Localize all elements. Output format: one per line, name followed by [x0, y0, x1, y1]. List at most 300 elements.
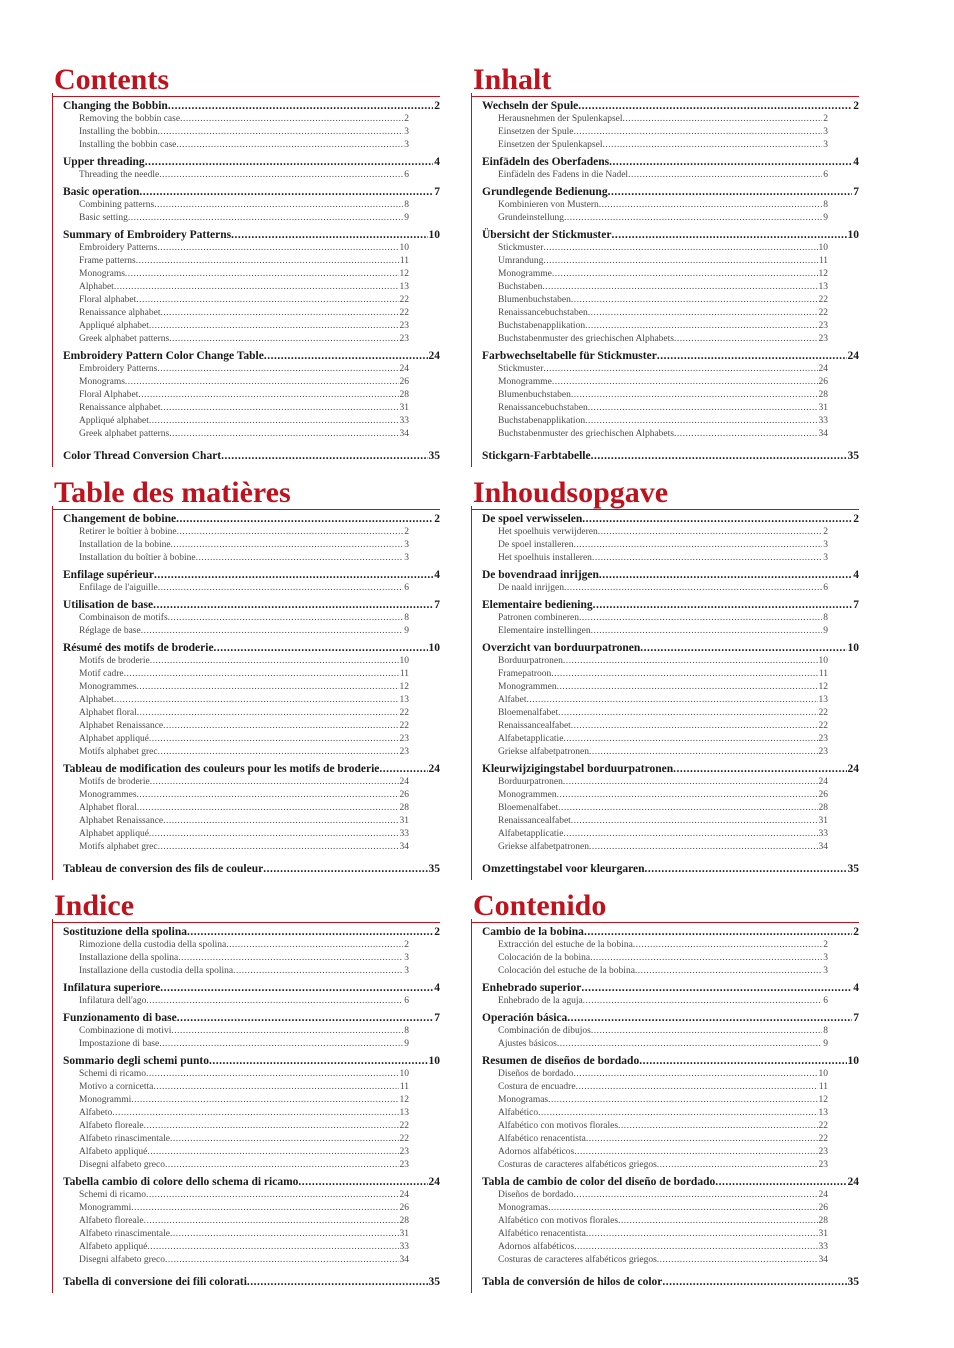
- dot-leader: [548, 1202, 817, 1215]
- section-heading-text: Embroidery Pattern Color Change Table: [63, 350, 264, 362]
- page-number: 22: [399, 1121, 409, 1131]
- toc-entries: [52, 919, 440, 1293]
- dot-leader: [139, 185, 433, 199]
- sub-entry-text: Alphabet appliqué: [79, 829, 149, 839]
- page-number: 4: [434, 982, 440, 994]
- dot-leader: [589, 841, 818, 854]
- sub-entry: [482, 625, 828, 638]
- sub-entry-text: Alfabeto appliqué: [79, 1242, 148, 1252]
- sub-entry: [63, 139, 409, 152]
- page-number: 23: [818, 334, 828, 344]
- page-number: 33: [399, 1242, 409, 1252]
- dot-leader: [136, 255, 399, 268]
- sub-entry: [482, 802, 828, 815]
- dot-leader: [145, 155, 434, 169]
- sub-entry: [63, 268, 409, 281]
- page-number: 7: [853, 599, 859, 611]
- sub-entry-text: Renaissancebuchstaben: [498, 403, 588, 413]
- sub-entry-text: Floral alphabet: [79, 295, 137, 305]
- sub-entry: [63, 841, 409, 854]
- section-heading-text: Infilatura superiore: [63, 982, 161, 994]
- page-number: 4: [853, 982, 859, 994]
- toc-section: [482, 981, 859, 1008]
- sub-entry: [63, 333, 409, 346]
- dot-leader: [586, 1228, 818, 1241]
- sub-entry: [482, 733, 828, 746]
- page-number: 26: [399, 790, 409, 800]
- dot-leader: [551, 668, 818, 681]
- sub-entry-text: Motifs alphabet grec: [79, 842, 158, 852]
- page-number: 35: [428, 450, 440, 462]
- sub-entry: [63, 242, 409, 255]
- dot-leader: [563, 733, 817, 746]
- dot-leader: [144, 1120, 399, 1133]
- dot-leader: [149, 828, 399, 841]
- toc-section: [63, 598, 440, 638]
- page-number: 3: [404, 966, 409, 976]
- sub-entry-text: Colocación de la bobina: [498, 953, 591, 963]
- sub-entry-text: Het spoelhuis verwijderen: [498, 527, 598, 537]
- dot-leader: [564, 212, 822, 225]
- page-number: 3: [404, 953, 409, 963]
- page-number: 28: [399, 390, 409, 400]
- page-number: 34: [399, 842, 409, 852]
- toc-block-german: [471, 64, 859, 467]
- sub-entry-text: Embroidery Patterns: [79, 364, 158, 374]
- page-number: 12: [818, 1095, 828, 1105]
- sub-entry: [482, 268, 828, 281]
- dot-leader: [591, 449, 847, 463]
- sub-entry: [482, 707, 828, 720]
- sub-entry: [63, 707, 409, 720]
- sub-entry-text: Motivo a cornicetta: [79, 1082, 154, 1092]
- dot-leader: [574, 1241, 817, 1254]
- sub-entry-text: Monogrammes: [79, 682, 137, 692]
- section-heading: [482, 762, 859, 776]
- dot-leader: [131, 1094, 398, 1107]
- sub-entry: [482, 1081, 828, 1094]
- sub-entry: [63, 965, 409, 978]
- section-heading: [63, 512, 440, 526]
- dot-leader: [542, 281, 817, 294]
- sub-entry-text: Alfabeto: [79, 1108, 113, 1118]
- dot-leader: [591, 625, 823, 638]
- sub-entry: [482, 1189, 828, 1202]
- sub-entry-text: Monogramme: [498, 269, 552, 279]
- toc-section: [482, 925, 859, 978]
- section-heading-text: Color Thread Conversion Chart: [63, 450, 222, 462]
- page-number: 23: [818, 747, 828, 757]
- sub-entry: [63, 1159, 409, 1172]
- page-number: 2: [823, 527, 828, 537]
- section-heading-text: Kleurwijzigingstabel borduurpatronen: [482, 763, 674, 775]
- page-number: 8: [404, 613, 409, 623]
- sub-entry-text: Grundeinstellung: [498, 213, 564, 223]
- page-number: 23: [399, 734, 409, 744]
- section-heading: [482, 568, 859, 582]
- page-number: 31: [399, 403, 409, 413]
- page-number: 23: [399, 1160, 409, 1170]
- sub-entry-text: Buchstabenapplikation: [498, 416, 586, 426]
- sub-entry: [63, 1228, 409, 1241]
- sub-entry: [482, 1094, 828, 1107]
- sub-entry: [482, 746, 828, 759]
- sub-entry-text: Installing the bobbin: [79, 127, 158, 137]
- page-number: 13: [818, 282, 828, 292]
- dot-leader: [574, 1146, 817, 1159]
- dot-leader: [379, 762, 427, 776]
- sub-entry-text: Alfabético renacentista: [498, 1229, 586, 1239]
- sub-entry-text: Borduurpatronen: [498, 656, 563, 666]
- sub-entry: [63, 552, 409, 565]
- sub-entry: [482, 402, 828, 415]
- sub-entry-text: Blumenbuchstaben: [498, 295, 571, 305]
- section-heading: [482, 598, 859, 612]
- page-number: 23: [818, 1160, 828, 1170]
- sub-entry: [63, 376, 409, 389]
- section-heading: [63, 568, 440, 582]
- dot-leader: [170, 1228, 398, 1241]
- page-number: 26: [399, 377, 409, 387]
- sub-entry-text: Einsetzen der Spule: [498, 127, 574, 137]
- toc-section: [482, 762, 859, 854]
- page-number: 33: [818, 1242, 828, 1252]
- dot-leader: [160, 981, 433, 995]
- toc-entries: [471, 506, 859, 880]
- dot-leader: [623, 113, 823, 126]
- page-number: 10: [818, 243, 828, 253]
- page-number: 23: [818, 321, 828, 331]
- sub-entry-text: Diseños de bordado: [498, 1190, 574, 1200]
- page-number: 4: [853, 156, 859, 168]
- page-number: 35: [428, 863, 440, 875]
- sub-entry-text: Monogrammen: [498, 790, 557, 800]
- toc-section: [63, 185, 440, 225]
- sub-entry-text: Costuras de caracteres alfabéticos griegos: [498, 1160, 657, 1170]
- dot-leader: [628, 169, 822, 182]
- sub-entry: [63, 307, 409, 320]
- sub-entry: [482, 1215, 828, 1228]
- sub-entry-text: Motifs alphabet grec: [79, 747, 158, 757]
- page-number: 7: [853, 1012, 859, 1024]
- section-heading: [63, 862, 440, 876]
- dot-leader: [573, 126, 822, 139]
- dot-leader: [673, 762, 846, 776]
- toc-title: Contents: [52, 64, 440, 97]
- sub-entry-text: Alfabético con motivos florales: [498, 1216, 619, 1226]
- page-number: 22: [818, 1121, 828, 1131]
- sub-entry-text: Costura de encuadre: [498, 1082, 576, 1092]
- section-heading: [63, 1054, 440, 1068]
- dot-leader: [159, 169, 403, 182]
- sub-entry: [482, 552, 828, 565]
- page-number: 33: [818, 416, 828, 426]
- dot-leader: [221, 449, 427, 463]
- dot-leader: [165, 1254, 399, 1267]
- page-number: 8: [823, 200, 828, 210]
- page-number: 35: [847, 863, 859, 875]
- dot-leader: [608, 185, 853, 199]
- sub-entry: [63, 1081, 409, 1094]
- toc-section: [63, 641, 440, 759]
- page-number: 28: [818, 390, 828, 400]
- page-number: 2: [853, 100, 859, 112]
- toc-title: Table des matières: [52, 477, 440, 510]
- page-number: 6: [823, 996, 828, 1006]
- page-number: 2: [404, 940, 409, 950]
- section-heading: [63, 155, 440, 169]
- sub-entry-text: Alfabético con motivos florales: [498, 1121, 619, 1131]
- sub-entry-text: Alfabet: [498, 695, 527, 705]
- dot-leader: [583, 995, 823, 1008]
- toc-section: [482, 598, 859, 638]
- toc-section: [482, 862, 859, 876]
- sub-entry: [482, 1120, 828, 1133]
- toc-entries: [52, 506, 440, 880]
- sub-entry-text: Monogramas: [498, 1095, 549, 1105]
- section-heading-text: Tableau de modification des couleurs pour les motifs de broderie: [63, 763, 380, 775]
- page-number: 24: [818, 364, 828, 374]
- toc-section: [482, 449, 859, 463]
- page-number: 35: [847, 450, 859, 462]
- section-heading-text: Sostituzione della spolina: [63, 926, 187, 938]
- toc-block-english: [52, 64, 440, 467]
- dot-leader: [177, 1011, 434, 1025]
- sub-entry: [482, 113, 828, 126]
- page-number: 24: [399, 364, 409, 374]
- sub-entry-text: Buchstabenapplikation: [498, 321, 586, 331]
- dot-leader: [585, 415, 817, 428]
- section-heading-text: Stickgarn-Farbtabelle: [482, 450, 591, 462]
- dot-leader: [578, 99, 852, 113]
- sub-entry: [482, 995, 828, 1008]
- page-number: 22: [399, 1134, 409, 1144]
- sub-entry-text: Monogrammi: [79, 1203, 132, 1213]
- dot-leader: [136, 294, 398, 307]
- sub-entry-text: Stickmuster: [498, 243, 544, 253]
- dot-leader: [573, 539, 822, 552]
- page-number: 24: [818, 777, 828, 787]
- sub-entry: [63, 526, 409, 539]
- page-number: 33: [399, 416, 409, 426]
- page-number: 3: [823, 140, 828, 150]
- sub-entry: [482, 582, 828, 595]
- page-number: 9: [404, 213, 409, 223]
- sub-entry-text: Alfabetapplicatie: [498, 829, 564, 839]
- page-number: 22: [818, 721, 828, 731]
- page-number: 3: [404, 540, 409, 550]
- dot-leader: [557, 789, 818, 802]
- dot-leader: [125, 268, 399, 281]
- toc-section: [482, 1275, 859, 1289]
- sub-entry: [63, 939, 409, 952]
- dot-leader: [548, 1094, 817, 1107]
- dot-leader: [571, 294, 818, 307]
- sub-entry: [482, 1038, 828, 1051]
- dot-leader: [599, 568, 852, 582]
- sub-entry-text: Renaissancealfabet: [498, 721, 571, 731]
- sub-entry-text: Removing the bobbin case: [79, 114, 181, 124]
- toc-block-dutch: [471, 477, 859, 880]
- sub-entry: [482, 389, 828, 402]
- sub-entry: [482, 126, 828, 139]
- dot-leader: [599, 199, 822, 212]
- sub-entry: [482, 255, 828, 268]
- sub-entry: [482, 720, 828, 733]
- sub-entry: [482, 415, 828, 428]
- sub-entry-text: Monogrammes: [79, 790, 137, 800]
- sub-entry: [482, 139, 828, 152]
- section-heading-text: Farbwechseltabelle für Stickmuster: [482, 350, 657, 362]
- dot-leader: [558, 802, 817, 815]
- dot-leader: [176, 139, 403, 152]
- sub-entry: [63, 1146, 409, 1159]
- page-number: 8: [823, 613, 828, 623]
- section-heading: [482, 862, 859, 876]
- page-number: 24: [399, 1190, 409, 1200]
- page-number: 9: [823, 213, 828, 223]
- sub-entry-text: Buchstabenmuster des griechischen Alphabets: [498, 334, 674, 344]
- page-number: 8: [404, 200, 409, 210]
- dot-leader: [543, 363, 817, 376]
- dot-leader: [233, 965, 403, 978]
- sub-entry-text: Appliqué alphabet: [79, 321, 149, 331]
- sub-entry-text: Einfädeln des Fadens in die Nadel: [498, 170, 629, 180]
- sub-entry-text: Combinación de dibujos: [498, 1026, 591, 1036]
- sub-entry: [482, 965, 828, 978]
- toc-section: [63, 228, 440, 346]
- sub-entry-text: Alfabético renacentista: [498, 1134, 586, 1144]
- page-number: 26: [818, 377, 828, 387]
- dot-leader: [657, 1254, 818, 1267]
- dot-leader: [146, 995, 403, 1008]
- dot-leader: [581, 981, 852, 995]
- toc-section: [482, 641, 859, 759]
- dot-leader: [609, 155, 852, 169]
- sub-entry-text: Alfabetapplicatie: [498, 734, 564, 744]
- dot-leader: [176, 512, 433, 526]
- sub-entry: [63, 1038, 409, 1051]
- dot-leader: [124, 668, 399, 681]
- page-number: 2: [434, 926, 440, 938]
- sub-entry-text: Floral Alphabet: [79, 390, 139, 400]
- page-number: 6: [404, 996, 409, 1006]
- sub-entry: [63, 681, 409, 694]
- dot-leader: [128, 212, 403, 225]
- toc-section: [482, 1011, 859, 1051]
- sub-entry: [63, 320, 409, 333]
- dot-leader: [196, 552, 404, 565]
- dot-leader: [177, 526, 404, 539]
- page-number: 24: [428, 1176, 440, 1188]
- page-number: 4: [853, 569, 859, 581]
- page-number: 4: [434, 569, 440, 581]
- page-number: 9: [823, 1039, 828, 1049]
- page-number: 10: [399, 243, 409, 253]
- toc-section: [63, 568, 440, 595]
- section-heading-text: Changement de bobine: [63, 513, 177, 525]
- toc-section: [63, 512, 440, 565]
- page-number: 2: [853, 926, 859, 938]
- page-number: 35: [428, 1276, 440, 1288]
- section-heading: [482, 512, 859, 526]
- dot-leader: [247, 1275, 428, 1289]
- page-number: 28: [818, 1216, 828, 1226]
- dot-leader: [157, 363, 398, 376]
- dot-leader: [149, 733, 399, 746]
- dot-leader: [149, 320, 399, 333]
- section-heading-text: Basic operation: [63, 186, 140, 198]
- toc-section: [482, 1175, 859, 1267]
- section-heading-text: De bovendraad inrijgen: [482, 569, 599, 581]
- toc-section: [482, 155, 859, 182]
- sub-entry: [482, 1068, 828, 1081]
- sub-entry-text: Renaissance alphabet: [79, 308, 161, 318]
- page-number: 4: [434, 156, 440, 168]
- sub-entry-text: Monogrammi: [79, 1095, 132, 1105]
- sub-entry: [482, 668, 828, 681]
- sub-entry-text: De naald inrijgen: [498, 583, 564, 593]
- page-number: 28: [818, 803, 828, 813]
- page-number: 28: [399, 1216, 409, 1226]
- sub-entry: [63, 415, 409, 428]
- section-heading: [482, 1175, 859, 1189]
- toc-section: [63, 981, 440, 1008]
- dot-leader: [558, 707, 817, 720]
- dot-leader: [158, 841, 399, 854]
- page-number: 2: [434, 100, 440, 112]
- sub-entry-text: Monogramme: [498, 377, 552, 387]
- sub-entry-text: Alphabet floral: [79, 708, 137, 718]
- toc-title: Contenido: [471, 890, 859, 923]
- page-number: 13: [399, 1108, 409, 1118]
- dot-leader: [150, 776, 399, 789]
- page-number: 11: [818, 256, 828, 266]
- toc-section: [482, 99, 859, 152]
- sub-entry: [63, 733, 409, 746]
- page-number: 24: [428, 350, 440, 362]
- page-number: 11: [399, 1082, 409, 1092]
- page-number: 34: [818, 842, 828, 852]
- sub-entry: [63, 1025, 409, 1038]
- toc-section: [482, 228, 859, 346]
- dot-leader: [590, 952, 822, 965]
- dot-leader: [657, 349, 847, 363]
- dot-leader: [588, 402, 818, 415]
- page-number: 3: [823, 553, 828, 563]
- dot-leader: [146, 1068, 398, 1081]
- section-heading-text: Utilisation de base: [63, 599, 154, 611]
- sub-entry: [482, 169, 828, 182]
- dot-leader: [158, 582, 404, 595]
- sub-entry: [482, 320, 828, 333]
- sub-entry: [63, 952, 409, 965]
- dot-leader: [157, 242, 398, 255]
- sub-entry-text: Alphabet appliqué: [79, 734, 149, 744]
- dot-leader: [112, 1107, 398, 1120]
- dot-leader: [158, 126, 404, 139]
- sub-entry: [482, 952, 828, 965]
- page-number: 10: [847, 1055, 859, 1067]
- toc-entries: [52, 93, 440, 467]
- dot-leader: [154, 199, 403, 212]
- page-number: 33: [818, 829, 828, 839]
- dot-leader: [585, 320, 817, 333]
- sub-entry: [63, 255, 409, 268]
- sub-entry: [482, 281, 828, 294]
- page-number: 2: [823, 940, 828, 950]
- sub-entry-text: Installazione della spolina: [79, 953, 179, 963]
